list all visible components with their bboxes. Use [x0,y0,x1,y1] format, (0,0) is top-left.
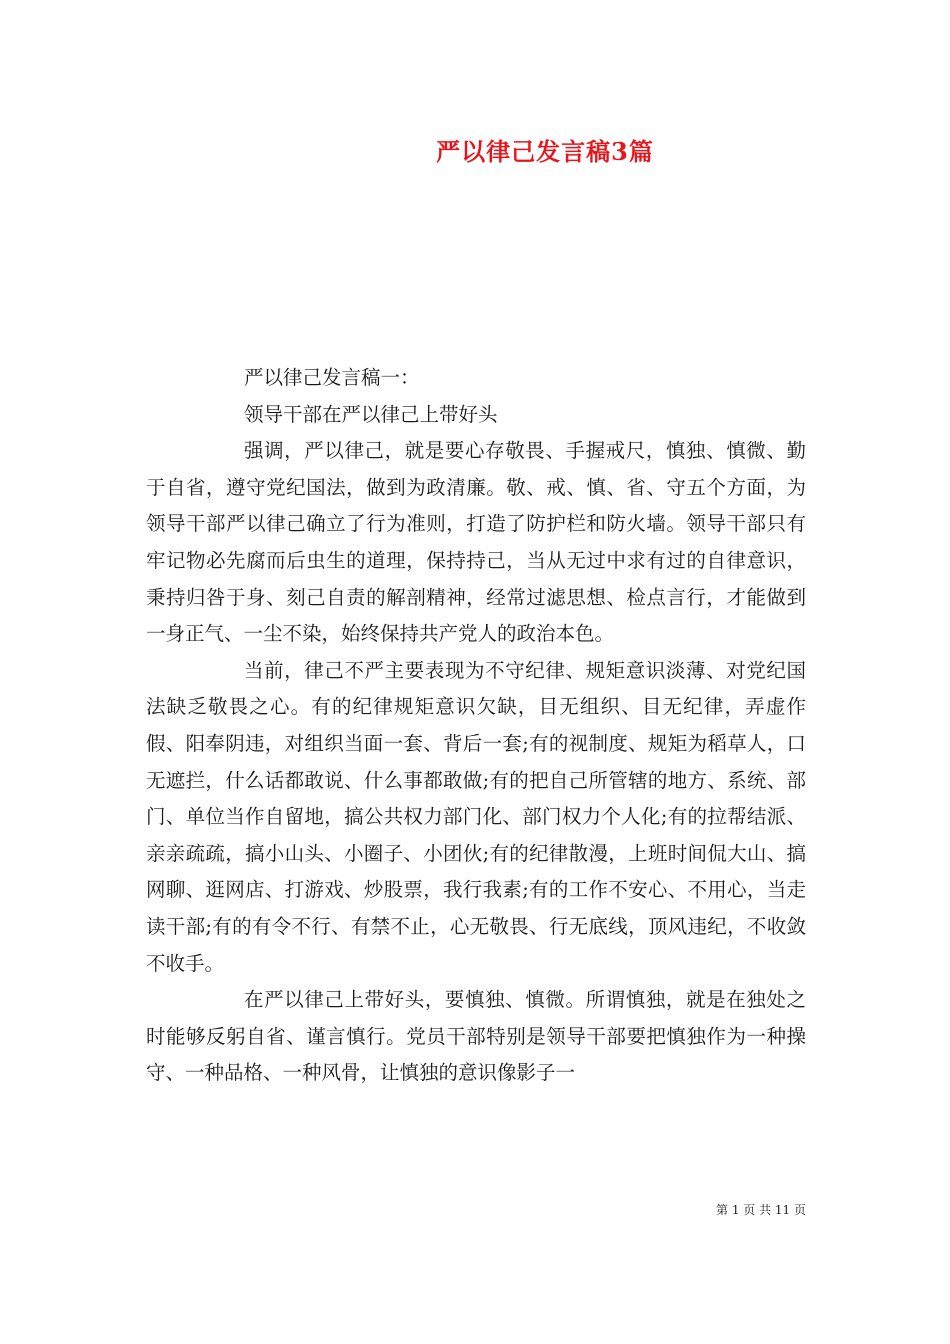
paragraph: 强调，严以律己，就是要心存敬畏、手握戒尺，慎独、慎微、勤于自省，遵守党纪国法，做到为政清廉。敬、戒、慎、省、守五个方面，为领导干部严以律己确立了行为准则，打造了防护栏和防火墙。领导干部只有牢记物必先腐而后虫生的道理，保持持己，当从无过中求有过的自律意识，秉持归咎于身、刻己自责的解剖精神，经常过滤思想、检点言行，才能做到一身正气、一尘不染，始终保持共产党人的政治本色。 [146,439,806,646]
section-heading: 严以律己发言稿一： [244,366,420,389]
document-body [146,360,806,1092]
section-subtitle: 领导干部在严以律己上带好头 [244,402,498,426]
document-title: 严以律己发言稿3篇 [436,137,654,166]
paragraph: 当前，律己不严主要表现为不守纪律、规矩意识淡薄、对党纪国法缺乏敬畏之心。有的纪律规矩意识欠缺，目无组织、目无纪律，弄虚作假、阳奉阴违，对组织当面一套、背后一套;有的视制度、规矩为稻草人，口无遮拦，什么话都敢说、什么事都敢做;有的把自己所管辖的地方、系统、部门、单位当作自留地，搞公共权力部门化、部门权力个人化;有的拉帮结派、亲亲疏疏，搞小山头、小圈子、小团伙;有的纪律散漫，上班时间侃大山、搞网聊、逛网店、打游戏、炒股票，我行我素;有的工作不安心、不用心，当走读干部;有的有令不行、有禁不止，心无敬畏、行无底线，顶风违纪，不收敛不收手。 [146,658,806,975]
page-footer: 第 1 页 共 11 页 [716,1203,806,1217]
paragraph: 在严以律己上带好头，要慎独、慎微。所谓慎独，就是在独处之时能够反躬自省、谨言慎行。党员干部特别是领导干部要把慎独作为一种操守、一种品格、一种风骨，让慎独的意识像影子一 [146,988,806,1085]
